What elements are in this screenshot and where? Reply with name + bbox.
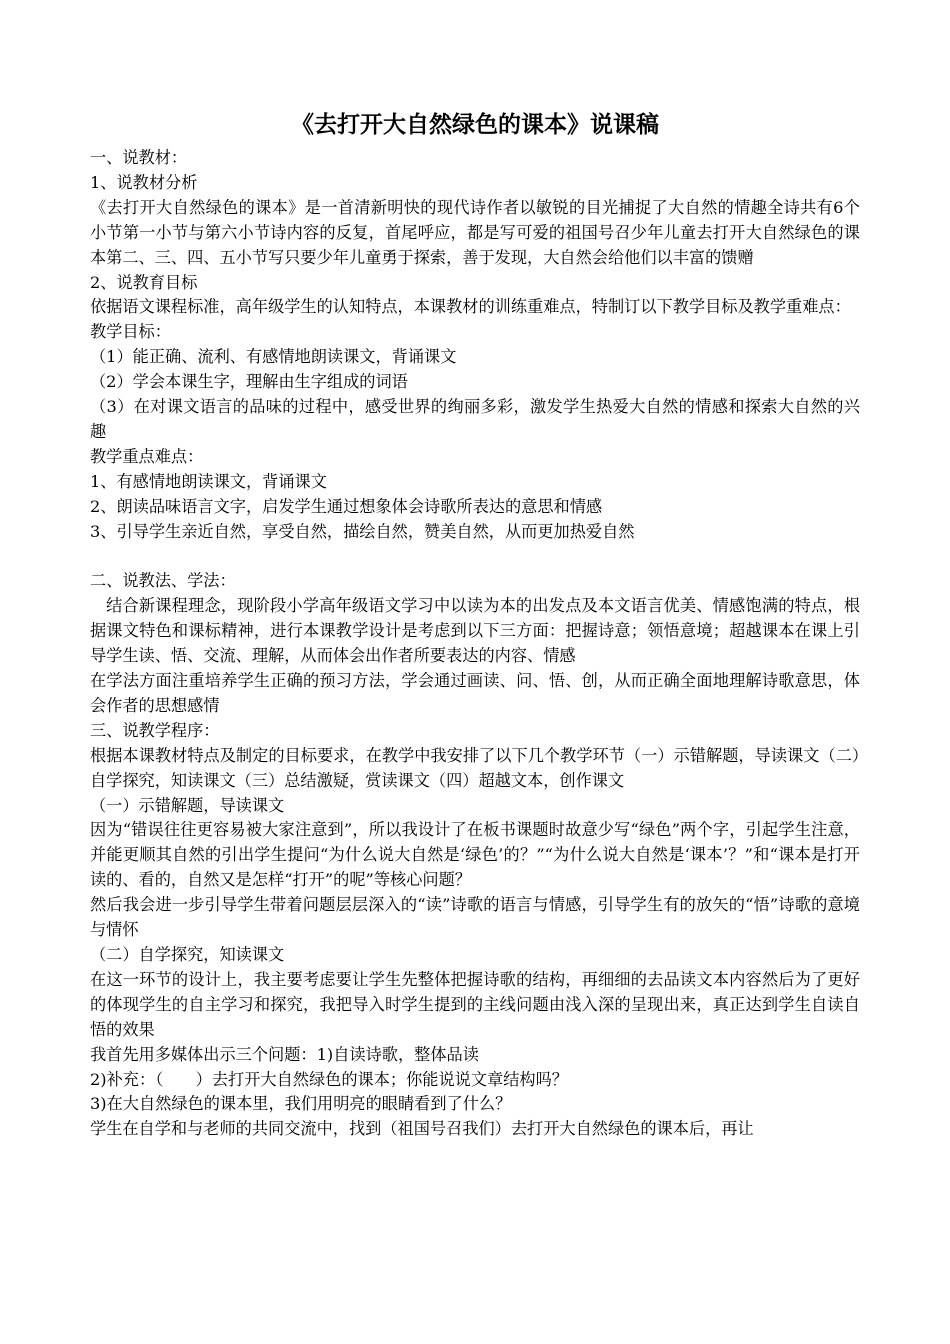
goal-item-1: （1）能正确、流利、有感情地朗读课文，背诵课文 (90, 347, 457, 367)
question-1: 我首先用多媒体出示三个问题：1)自读诗歌，整体品读 (90, 1044, 479, 1064)
subheading-textbook-analysis: 1、说教材分析 (90, 172, 198, 192)
label-key-points: 教学重点难点： (90, 446, 204, 466)
question-2: 2)补充：（ ）去打开大自然绿色的课本；你能说说文章结构吗？ (90, 1069, 568, 1089)
label-teaching-goals: 教学目标： (90, 322, 171, 342)
heading-textbook: 一、说教材： (90, 148, 188, 167)
paragraph-learning-methods: 在学法方面注重培养学生正确的预习方法，学会通过画读、问、悟、创，从而正确全面地理解诗歌意思，体会作者的思想感情 (90, 671, 860, 715)
paragraph-continuation: 学生在自学和与老师的共同交流中，找到（祖国号召我们）去打开大自然绿色的课本后，再让 (90, 1119, 754, 1139)
question-3: 3)在大自然绿色的课本里，我们用明亮的眼睛看到了什么？ (90, 1094, 512, 1114)
paragraph-step-1-a: 因为“错误往往更容易被大家注意到”，所以我设计了在板书课题时故意少写“绿色”两个字，引起学生注意，并能更顺其自然的引出学生提问“为什么说大自然是‘绿色’的？”“为什么说大自然是‘课本’？”和“课本是打开读的、看的，自然又是怎样“打开”的呢”等核心问题？ (90, 820, 860, 890)
blank-line (90, 545, 860, 570)
goal-item-2: （2）学会本课生字，理解由生字组成的词语 (90, 372, 408, 392)
paragraph-teaching-methods: 结合新课程理念，现阶段小学高年级语文学习中以读为本的出发点及本文语言优美、情感饱满的特点，根据课文特色和课标精神，进行本课教学设计是考虑到以下三方面：把握诗意；领悟意境；超越课本在课上引导学生读、悟、交流、理解，从而体会出作者所要表达的内容、情感 (90, 596, 861, 666)
goal-item-3: （3）在对课文语言的品味的过程中，感受世界的绚丽多彩，激发学生热爱大自然的情感和探索大自然的兴趣 (90, 397, 860, 441)
document-title: 《去打开大自然绿色的课本》说课稿 (291, 111, 659, 138)
paragraph-step-1-b: 然后我会进一步引导学生带着问题层层深入的“读”诗歌的语言与情感，引导学生有的放矢的“悟”诗歌的意境与情怀 (90, 895, 860, 940)
key-point-2: 2、朗读品味语言文字，启发学生通过想象体会诗歌所表达的意思和情感 (90, 496, 603, 516)
heading-procedure: 三、说教学程序： (90, 720, 220, 740)
subheading-step-1: （一）示错解题，导读课文 (90, 795, 285, 815)
heading-methods: 二、说教法、学法： (90, 571, 236, 591)
key-point-1: 1、有感情地朗读课文，背诵课文 (90, 471, 327, 491)
document-body (90, 146, 860, 1142)
paragraph-education-goals: 依据语文课程标准，高年级学生的认知特点，本课教材的训练重难点，特制订以下教学目标及教学重难点： (90, 297, 851, 317)
subheading-education-goals: 2、说教育目标 (90, 272, 198, 292)
subheading-step-2: （二）自学探究，知读课文 (90, 944, 285, 964)
paragraph-textbook-analysis: 《去打开大自然绿色的课本》是一首清新明快的现代诗作者以敏锐的目光捕捉了大自然的情趣全诗共有6个小节第一小节与第六小节诗内容的反复，首尾呼应，都是写可爱的祖国号召少年儿童去打开大自然绿色的课本第二、三、四、五小节写只要少年儿童勇于探索，善于发现，大自然会给他们以丰富的馈赠 (90, 197, 860, 267)
paragraph-procedure-overview: 根据本课教材特点及制定的目标要求，在教学中我安排了以下几个教学环节（一）示错解题，导读课文（二）自学探究，知读课文（三）总结激疑，赏读课文（四）超越文本，创作课文 (90, 745, 860, 790)
key-point-3: 3、引导学生亲近自然，享受自然，描绘自然，赞美自然，从而更加热爱自然 (90, 521, 635, 541)
paragraph-step-2: 在这一环节的设计上，我主要考虑要让学生先整体把握诗歌的结构，再细细的去品读文本内容然后为了更好的体现学生的自主学习和探究，我把导入时学生提到的主线问题由浅入深的呈现出来，真正达到学生自读自悟的效果 (90, 969, 860, 1039)
